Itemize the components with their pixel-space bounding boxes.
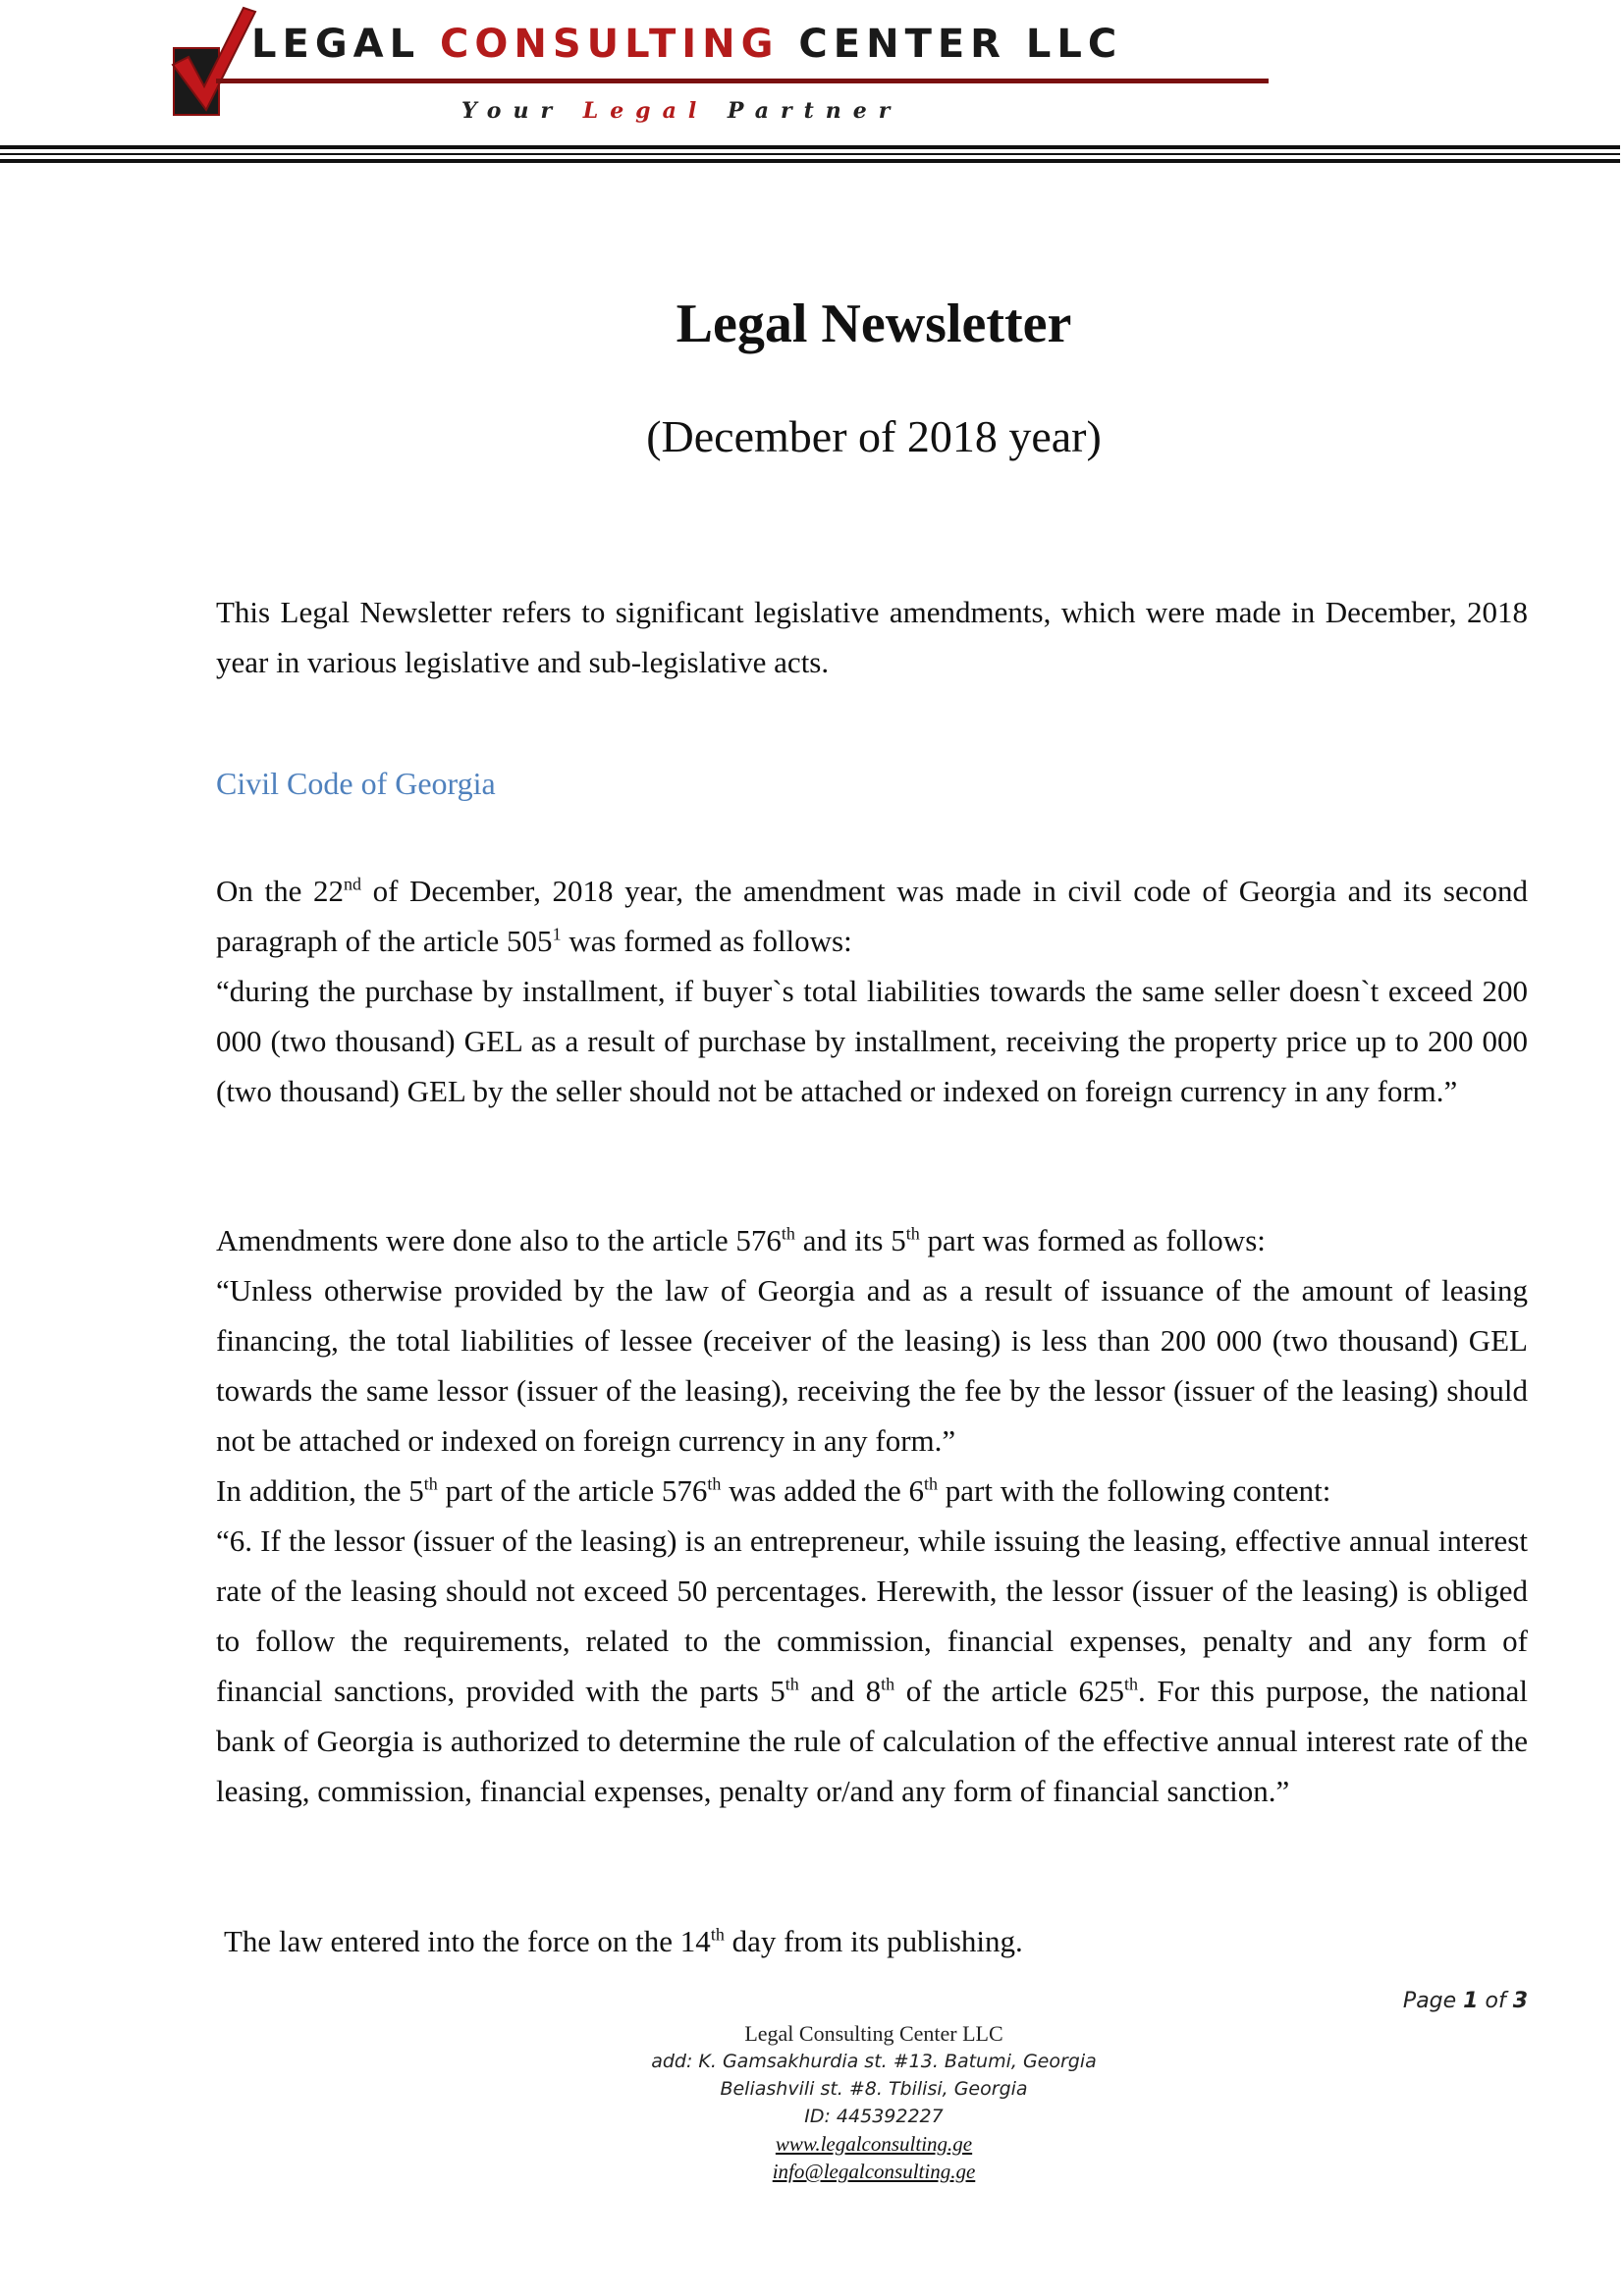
document-title: Legal Newsletter [676, 294, 1072, 354]
header-rule [0, 145, 1620, 149]
document-subtitle: (December of 2018 year) [646, 411, 1102, 461]
footer-id: ID: 445392227 [804, 2106, 944, 2127]
letterhead [0, 0, 1624, 172]
footer-address-tbilisi: Beliashvili st. #8. Tbilisi, Georgia [720, 2078, 1028, 2100]
header-rule [0, 153, 1620, 155]
civil-code-quote: “during the purchase by installment, if buyer`s total liabilities towards the same seller doesn`t exceed 200 000 (two thousand) GEL as a result of purchase by installment, receiving the property price up to 200 000 (two thousand) GEL by the seller should not be attached or indexed on foreign currency in any form.” [216, 974, 1528, 1108]
checkmark-logo-icon [165, 4, 259, 114]
footer-website-link[interactable]: www.legalconsulting.ge [775, 2132, 973, 2156]
header-red-rule [216, 79, 1269, 83]
amendment-paragraph: Amendments were done also to the article 576th and its 5th part was formed as follows: “Unless otherwise provided by the law of Georgia and as a result of issuance of the amount of leasing financing, the total liabilities of lessee (receiver of the leasing) is less than 200 000 (two thousand) GEL towards the same lessor (issuer of the leasing), receiving the fee by the lessor (issuer of the leasing) should not be attached or indexed on foreign currency in any form.” In addition, the 5th part of the article 576th was added the 6th part with the following content: “6. If the lessor (issuer of the leasing) is an entrepreneur, while issuing the leasing, effective annual interest rate of the leasing should not exceed 50 percentages. Herewith, the lessor (issuer of the leasing) is obliged to follow the requirements, related to the commission, financial expenses, penalty and any form of financial sanctions, provided with the parts 5th and 8th of the article 625th. For this purpose, the national bank of Georgia is authorized to determine the rule of calculation of the effective annual interest rate of the leasing, commission, financial expenses, penalty or/and any form of financial sanction.” [216, 1223, 1528, 1808]
intro-paragraph: This Legal Newsletter refers to significant legislative amendments, which were made in December, 2018 year in various legislative and sub-legislative acts. [216, 595, 1528, 679]
footer-company: Legal Consulting Center LLC [744, 2021, 1003, 2046]
civil-code-paragraph: On the 22nd of December, 2018 year, the amendment was made in civil code of Georgia and its second paragraph of the article $505^1$ was formed as follows: “during the purchase by installment, if buyer`s total liabilities towards the same seller doesn`t exceed 200 000 (two thousand) GEL as a result of purchase by installment, receiving the property price up to 200 000 (two thousand) GEL by the seller should not be attached or indexed on foreign currency in any form.” [216, 874, 1529, 1108]
force-paragraph: The law entered into the force on the 14th day from its publishing. [224, 1924, 1023, 1958]
section-heading: Civil Code of Georgia [216, 766, 496, 801]
footer-address-batumi: add: K. Gamsakhurdia st. #13. Batumi, Georgia [651, 2051, 1097, 2072]
footer-email-link[interactable]: info@legalconsulting.ge [772, 2160, 976, 2183]
page-number: Page 1 of 3 [1402, 1989, 1528, 2013]
company-name: LEGAL CONSULTING CENTER LLC [251, 22, 1123, 67]
amendment-quote: “Unless otherwise provided by the law of Georgia and as a result of issuance of the amount of leasing financing, the total liabilities of lessee (receiver of the leasing) is less than 200 000 (two thousand) GEL towards the same lessor (issuer of the leasing), receiving the fee by the lessor (issuer of the leasing) should not be attached or indexed on foreign currency in any form.” [216, 1273, 1528, 1458]
header-rule [0, 159, 1620, 163]
footer [0, 2020, 1624, 2185]
tagline: Your Legal Partner [461, 98, 902, 124]
